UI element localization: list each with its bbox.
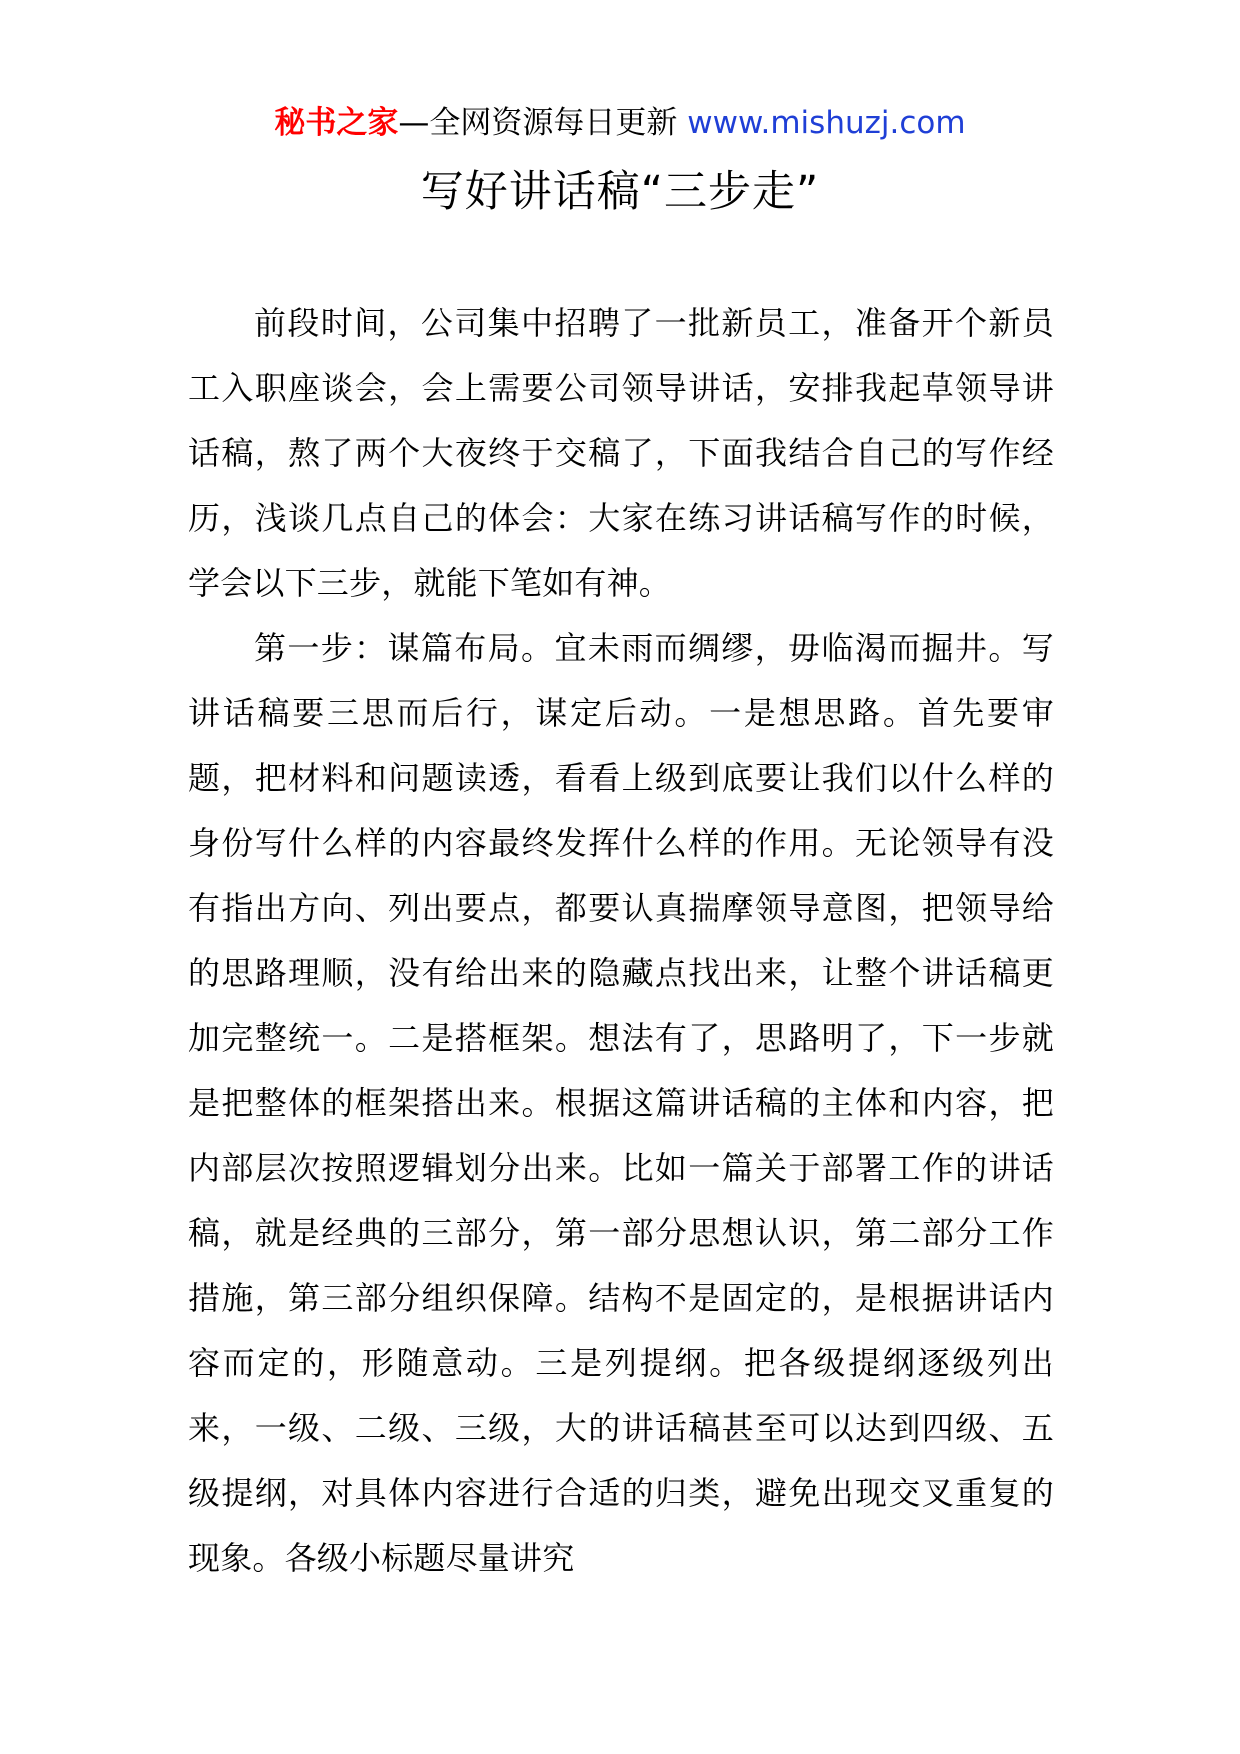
paragraph-intro: 前段时间，公司集中招聘了一批新员工，准备开个新员工入职座谈会，会上需要公司领导讲话，安排我起草领导讲话稿，熬了两个大夜终于交稿了，下面我结合自己的写作经历，浅谈几点自己的体会：大家在练习讲话稿写作的时候，学会以下三步，就能下笔如有神。: [188, 304, 1054, 602]
watermark-header: [0, 98, 1240, 148]
document-body: [188, 291, 1054, 1591]
paragraph-step-one: 第一步：谋篇布局。宜未雨而绸缪，毋临渴而掘井。写讲话稿要三思而后行，谋定后动。一是想思路。首先要审题，把材料和问题读透，看看上级到底要让我们以什么样的身份写什么样的内容最终发挥什么样的作用。无论领导有没有指出方向、列出要点，都要认真揣摩领导意图，把领导给的思路理顺，没有给出来的隐藏点找出来，让整个讲话稿更加完整统一。二是搭框架。想法有了，思路明了，下一步就是把整体的框架搭出来。根据这篇讲话稿的主体和内容，把内部层次按照逻辑划分出来。比如一篇关于部署工作的讲话稿，就是经典的三部分，第一部分思想认识，第二部分工作措施，第三部分组织保障。结构不是固定的，是根据讲话内容而定的，形随意动。三是列提纲。把各级提纲逐级列出来，一级、二级、三级，大的讲话稿甚至可以达到四级、五级提纲，对具体内容进行合适的归类，避免出现交叉重复的现象。各级小标题尽量讲究: [188, 629, 1054, 1577]
brand-name: 秘书之家: [274, 105, 399, 141]
header-tagline: —全网资源每日更新: [398, 105, 688, 141]
site-url-link[interactable]: www.mishuzj.com: [687, 105, 966, 141]
document-title: 写好讲话稿“三步走”: [420, 167, 820, 217]
